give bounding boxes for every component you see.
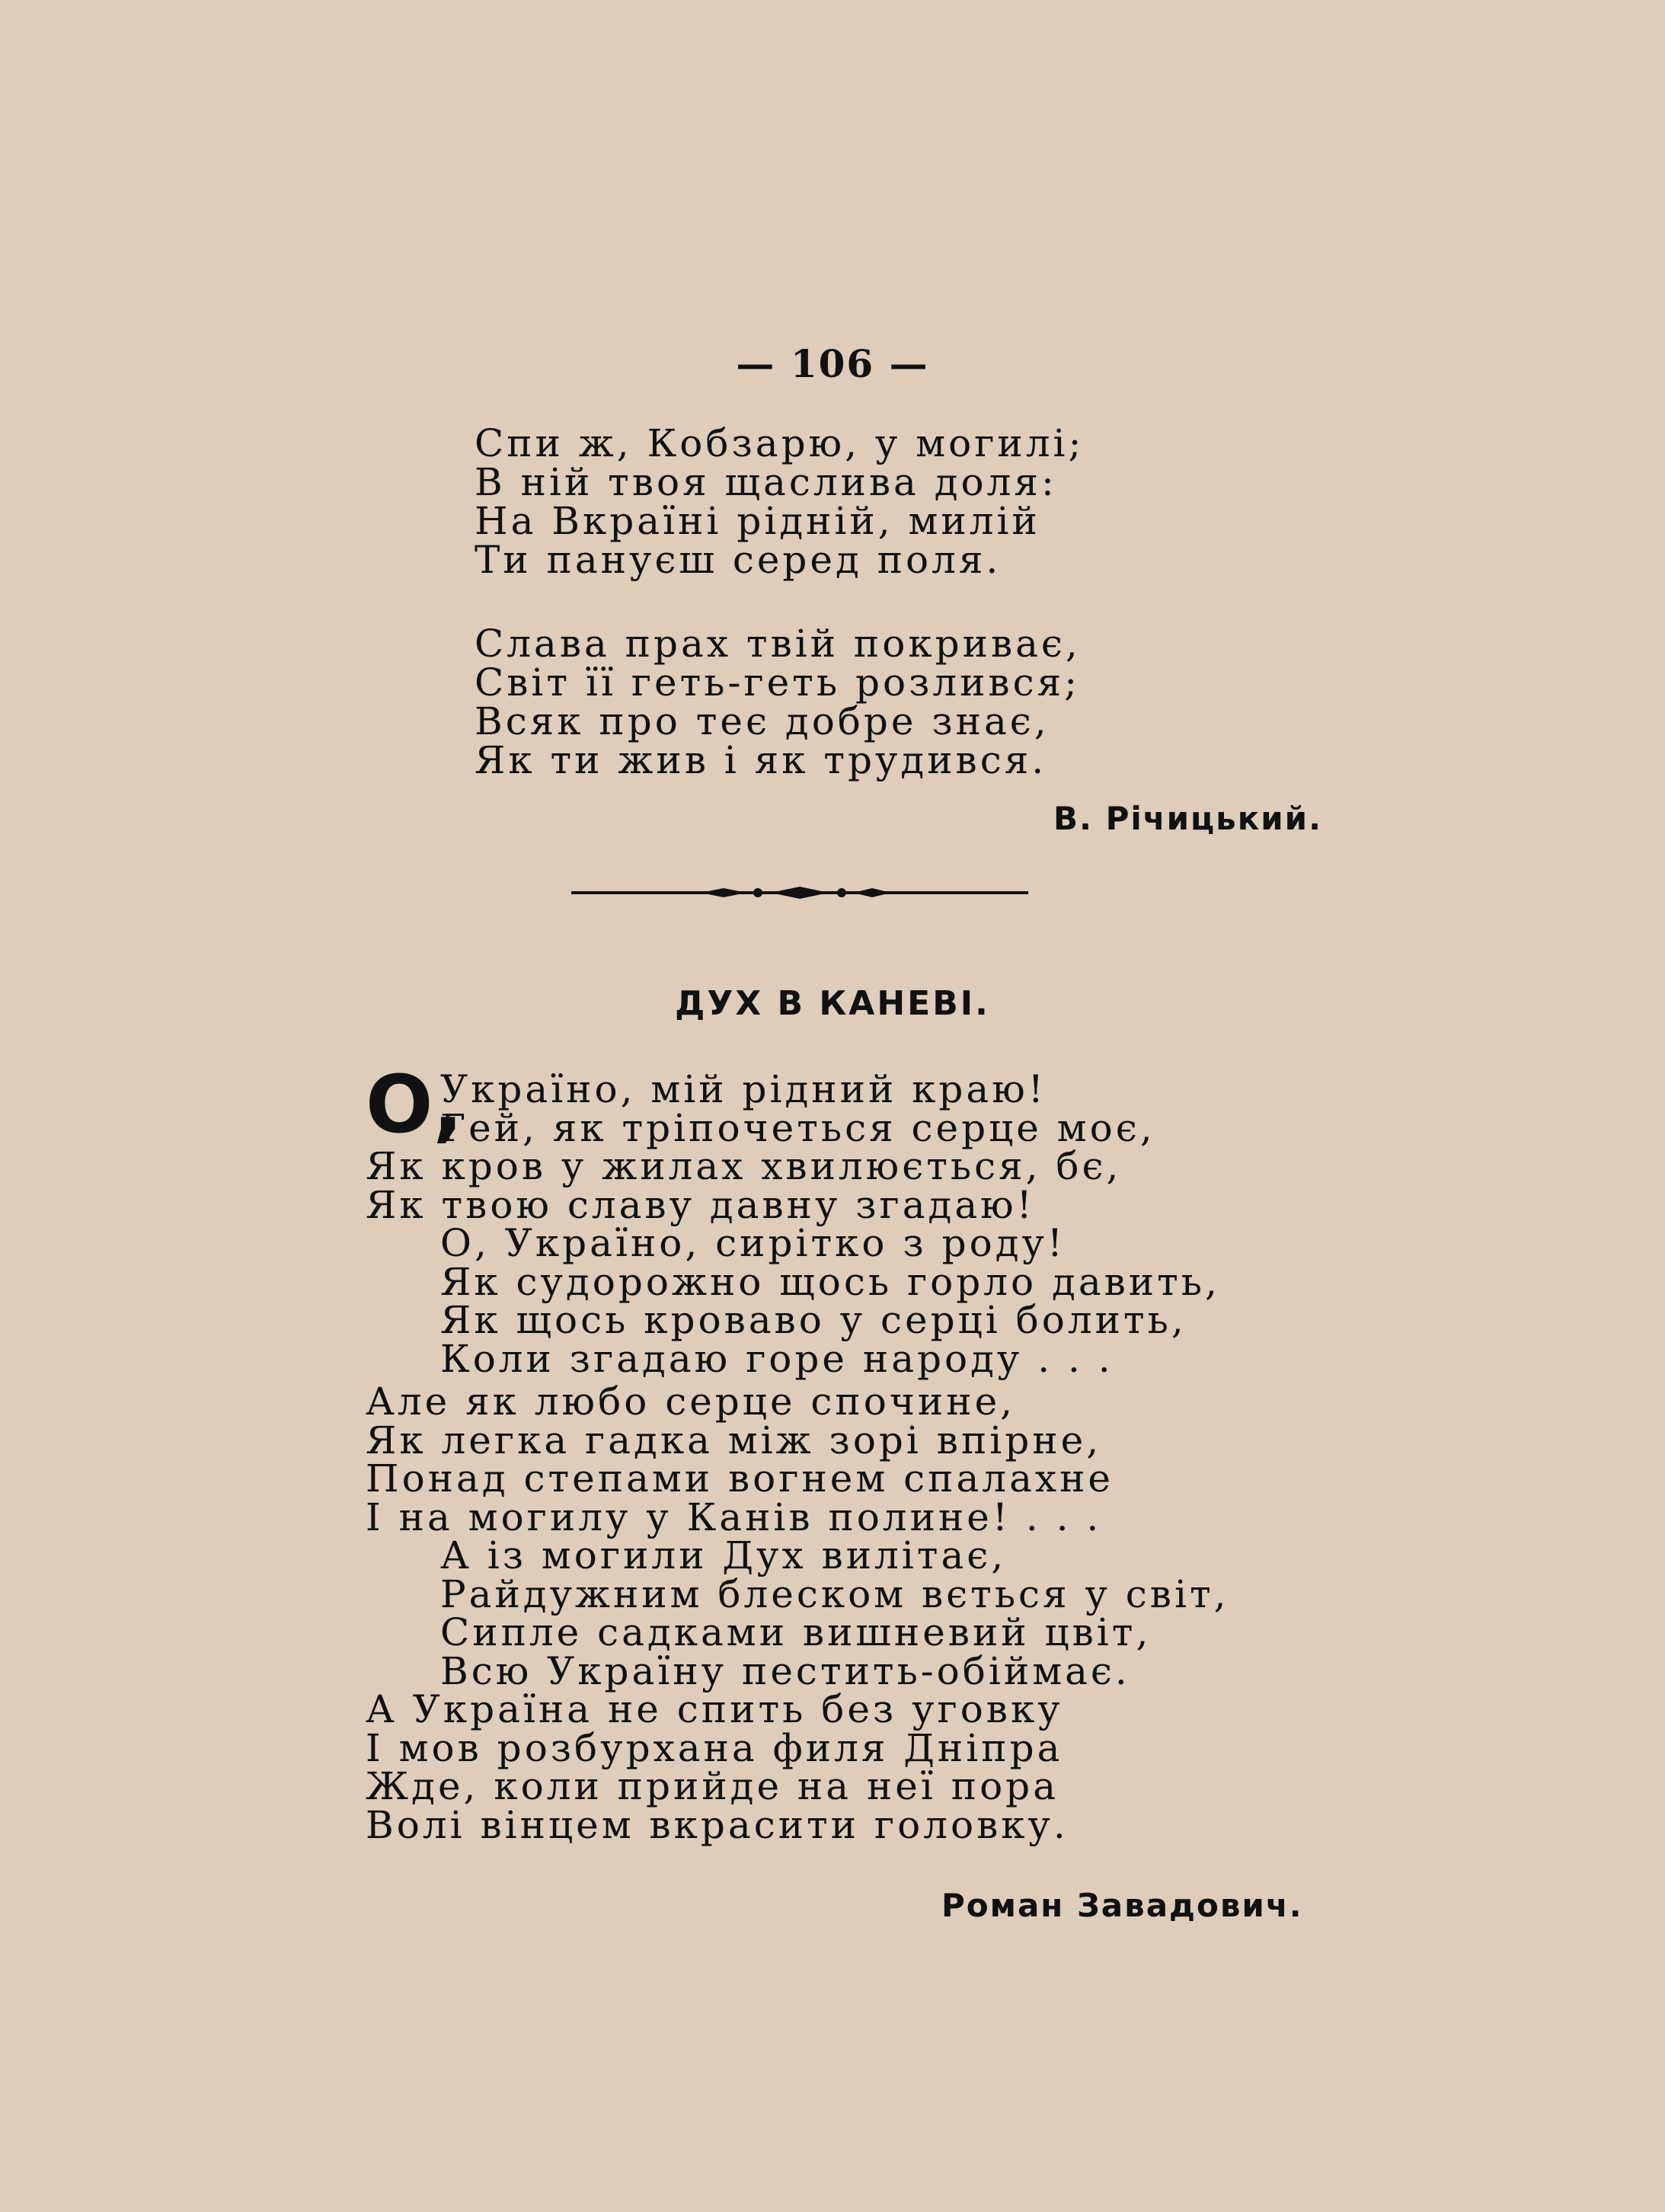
poem-line: Сипле садками вишневий цвіт, xyxy=(440,1610,1152,1654)
poem-line: Як кров у жилах хвилюється, бє, xyxy=(366,1144,1122,1188)
poem-line: Всю Україну пестить-обіймає. xyxy=(440,1648,1130,1693)
poem-line: В ній твоя щаслива доля: xyxy=(475,460,1057,504)
poem-line: Всяк про теє добре знає, xyxy=(475,699,1050,743)
second-poem-author: Роман Завадович. xyxy=(941,1887,1303,1924)
poem-line: Як твою славу давну згадаю! xyxy=(366,1182,1035,1227)
ornamental-divider xyxy=(571,884,1028,902)
first-poem-stanza-2 xyxy=(475,622,1312,782)
poem-line: Як щось кроваво у серці болить, xyxy=(440,1298,1187,1342)
poem-line: О, Україно, сирітко з роду! xyxy=(440,1221,1066,1265)
page-number: — 106 — xyxy=(736,341,929,386)
poem-line: Як судорожно щось горло давить, xyxy=(440,1259,1220,1304)
poem-title: ДУХ В КАНЕВІ. xyxy=(675,984,990,1023)
poem-line: Ти пануєш серед поля. xyxy=(475,538,1002,582)
poem-line: На Вкраїні рідній, милій xyxy=(475,499,1040,543)
poem-line: А із могили Дух вилітає, xyxy=(440,1533,1007,1577)
first-poem-stanza-1 xyxy=(475,421,1312,582)
poem-line: Як легка гадка між зорі впірне, xyxy=(366,1418,1102,1462)
poem-line: Коли згадаю горе народу . . . xyxy=(440,1336,1114,1381)
poem-line: Спи ж, Кобзарю, у могилі; xyxy=(475,421,1085,465)
poem-line: Як ти жив і як трудився. xyxy=(475,738,1047,782)
poem-line: Гей, як тріпочеться серце моє, xyxy=(440,1105,1155,1150)
poem-line: І на могилу у Канів полине! . . . xyxy=(366,1494,1102,1539)
poem-line: І мов розбурхана филя Дніпра xyxy=(366,1725,1063,1770)
drop-cap: О, xyxy=(366,1058,463,1151)
poem-line: Понад степами вогнем спалахне xyxy=(366,1456,1114,1501)
poem-line: Райдужним блеском вється у світ, xyxy=(440,1571,1229,1616)
poem-line-text: Україно, мій рідний краю! xyxy=(440,1067,1047,1111)
poem-line: Слава прах твій покриває, xyxy=(475,622,1081,666)
poem-line: Світ її геть-геть розлився; xyxy=(475,660,1080,705)
poem-line: Але як любо серце спочине, xyxy=(366,1379,1016,1424)
poem-line: А Україна не спить без уговку xyxy=(366,1687,1063,1731)
second-poem xyxy=(366,1058,1318,1847)
poem-line: Жде, коли прийде на неї пора xyxy=(366,1764,1059,1808)
first-poem-author: В. Річицький. xyxy=(1053,800,1323,837)
poem-line: Волі вінцем вкрасити головку. xyxy=(366,1802,1069,1847)
